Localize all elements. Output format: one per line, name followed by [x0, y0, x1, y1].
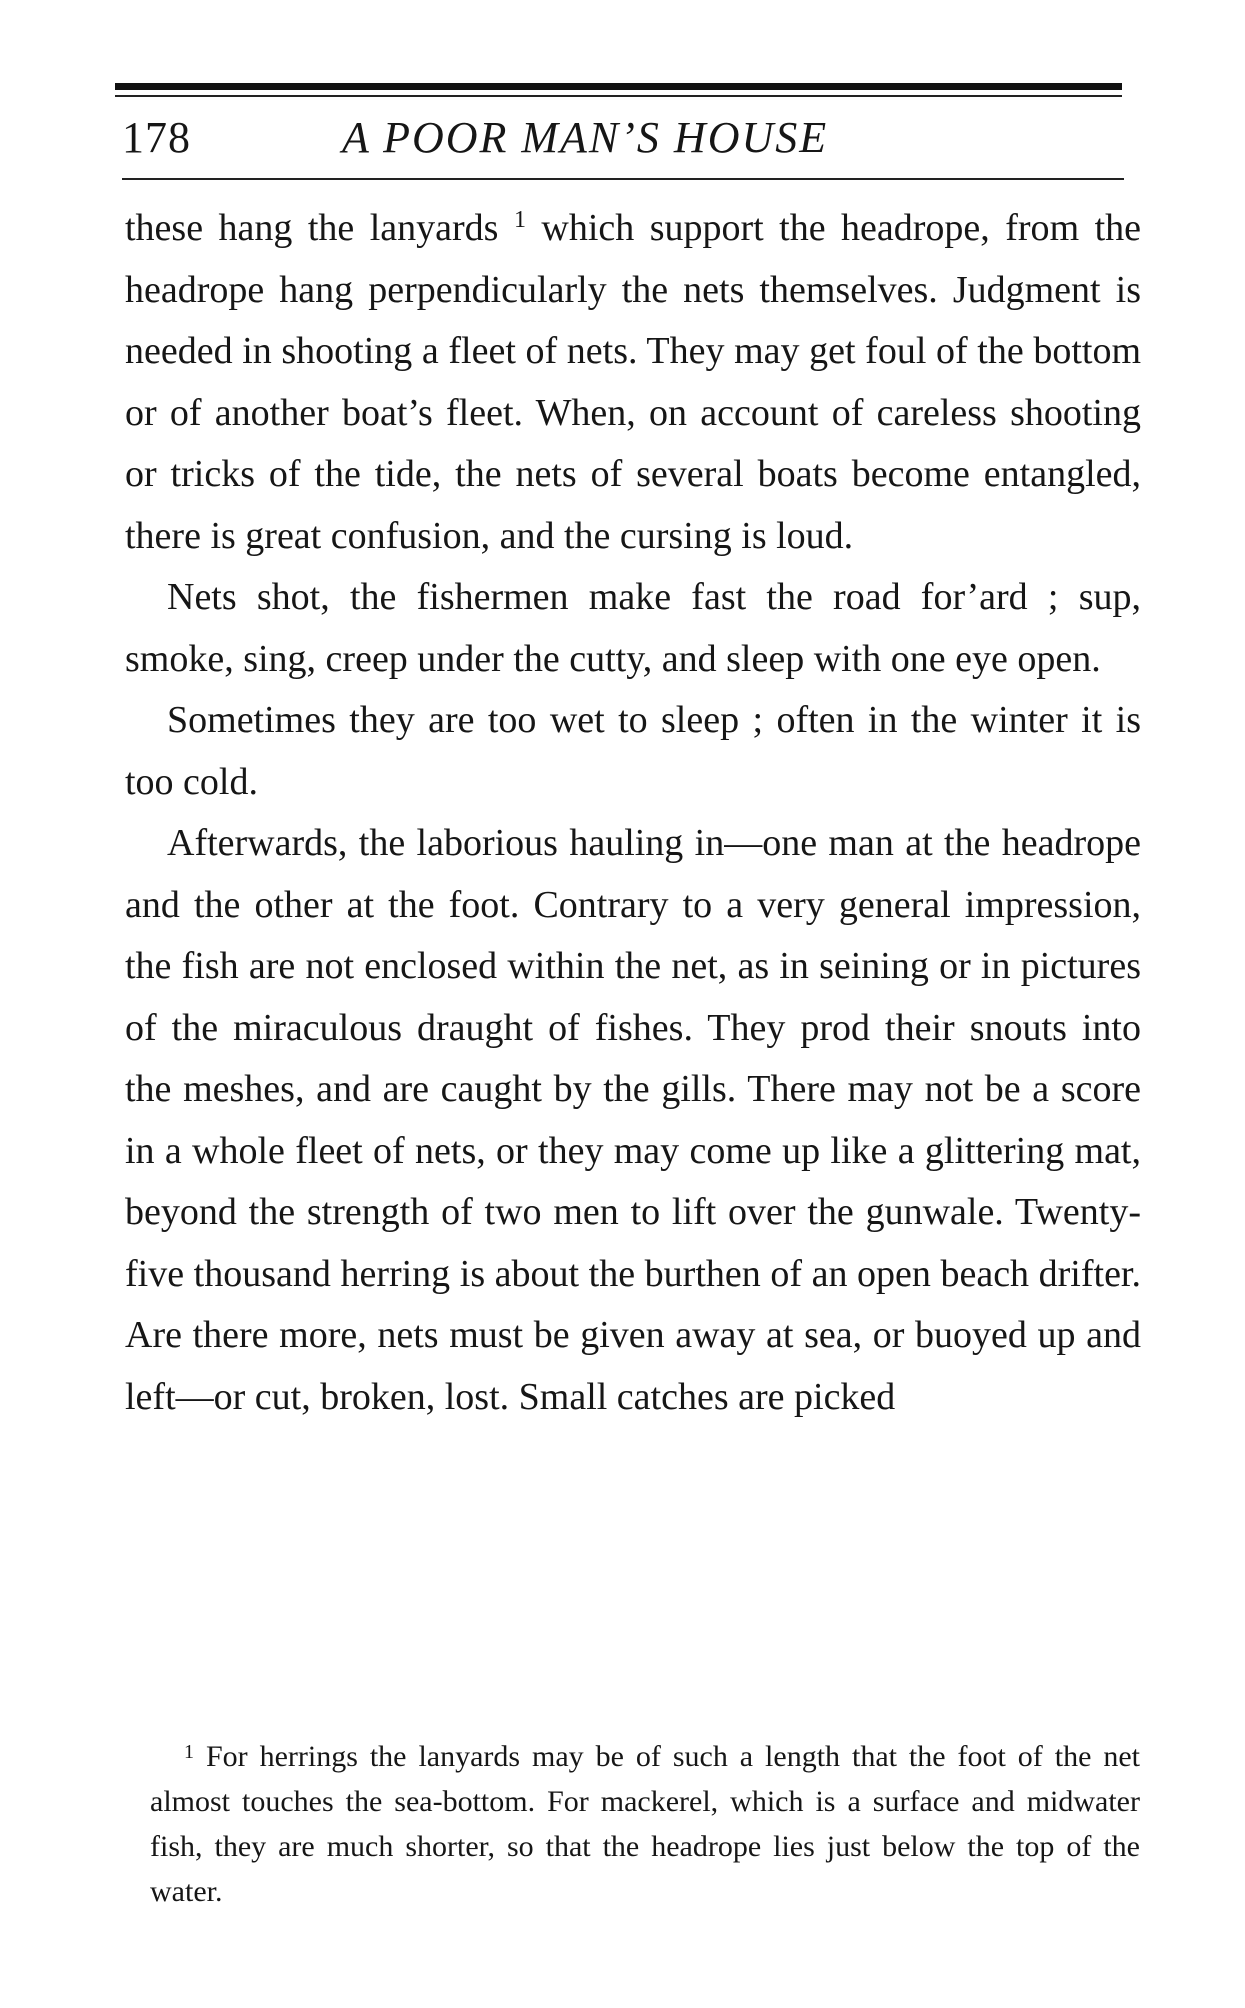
footnote-text-block: [150, 1734, 1140, 1914]
paragraph-2: Nets shot, the fishermen make fast the road for’ard ; sup, smoke, sing, creep under the cutty, and sleep with one eye open.: [125, 576, 1141, 680]
running-header: [122, 112, 1122, 172]
paragraph-4: Afterwards, the laborious hauling in—one man at the headrope and the other at the foot. Contrary to a very general impression, the fish are not enclosed within the net, as in seining or in pictures of the miraculous draught of fishes. They prod their snouts into the meshes, and are caught by the gills. There may not be a score in a whole fleet of nets, or they may come up like a glittering mat, beyond the strength of two men to lift over the gunwale. Twenty-five thousand herring is about the burthen of an open beach drifter. Are there more, nets must be given away at sea, or buoyed up and left—or cut, broken, lost. Small catches are picked: [125, 822, 1141, 1418]
paragraph-1-rest: which support the headrope, from the headrope hang perpendicularly the nets themselves. Judgment is needed in shooting a fleet of nets. They may get foul of the bottom or of another boat’s fleet. When, on account of careless shooting or tricks of the tide, the nets of several boats become entangled, there is great confusion, and the cursing is loud.: [125, 207, 1141, 557]
footnote-mark: 1: [184, 1741, 194, 1763]
paragraph-1-start: these hang the lanyards: [125, 207, 499, 249]
running-title: A POOR MAN’S HOUSE: [342, 113, 829, 162]
paragraph-1: [125, 198, 1141, 567]
footnote-reference: 1: [513, 207, 526, 233]
footnote: [150, 1734, 1140, 1914]
top-rule: [115, 83, 1122, 90]
body-text: [125, 198, 1141, 1428]
header-rule: [122, 178, 1124, 180]
paragraph-3: Sometimes they are too wet to sleep ; often in the winter it is too cold.: [125, 699, 1141, 803]
top-rule-thin: [115, 95, 1122, 97]
footnote-text: For herrings the lanyards may be of such a length that the foot of the net almost touches the sea-bottom. For mackerel, which is a surface and midwater fish, they are much shorter, so that the headrope lies just below the top of the water.: [150, 1740, 1140, 1908]
page-number: 178: [122, 113, 191, 162]
